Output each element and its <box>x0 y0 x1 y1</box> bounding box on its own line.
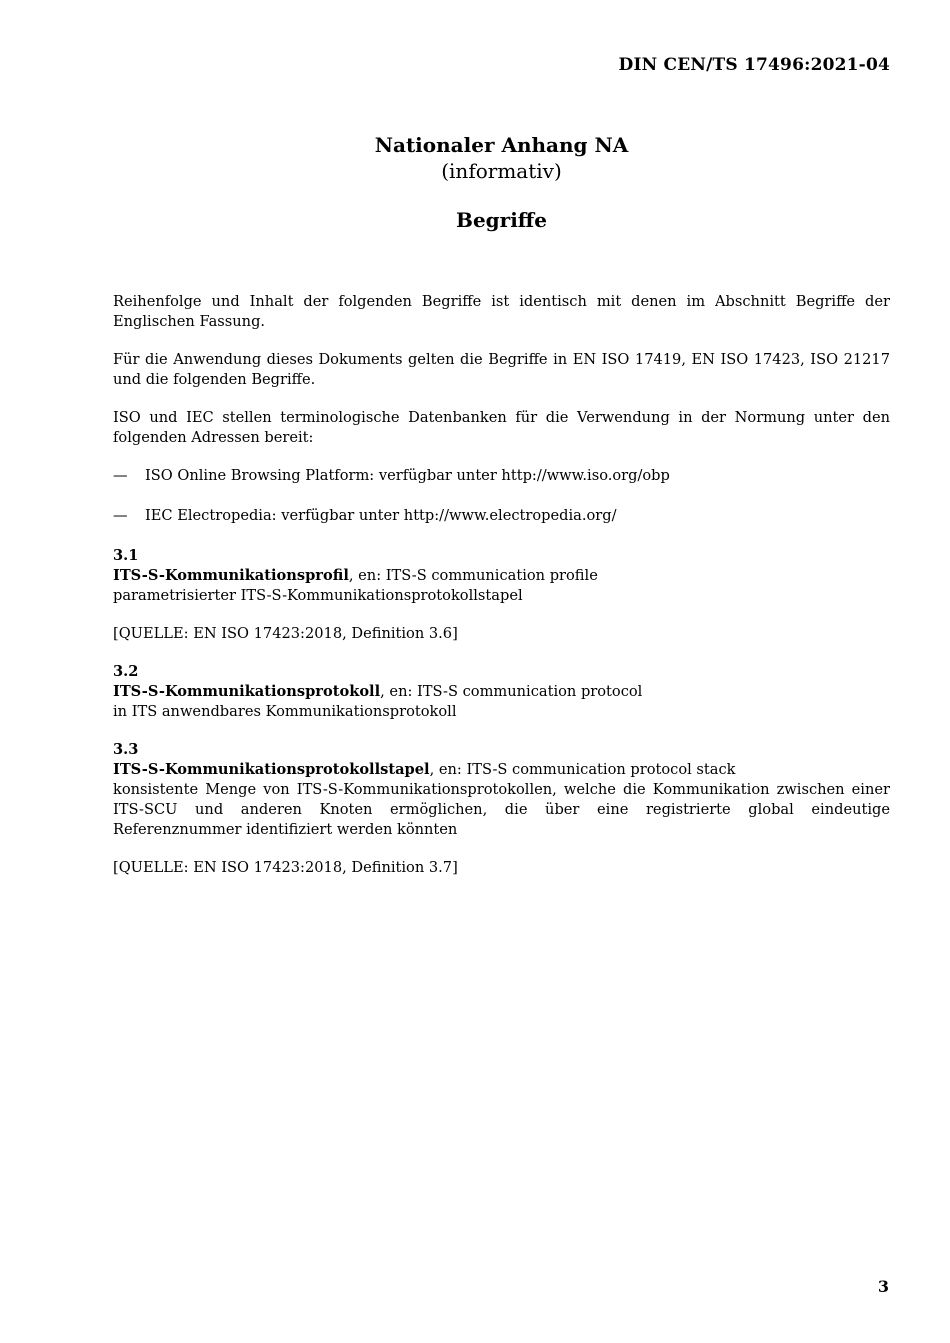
term-name: ITS-S-Kommunikationsprotokollstapel <box>113 761 430 778</box>
term-heading <box>113 760 890 780</box>
term-source: [QUELLE: EN ISO 17423:2018, Definition 3.7] <box>113 859 458 876</box>
term-entry <box>113 662 890 722</box>
list-item-text: ISO Online Browsing Platform: verfügbar unter http://www.iso.org/obp <box>145 467 670 484</box>
annex-type: (informativ) <box>441 159 562 183</box>
term-number: 3.1 <box>113 547 139 564</box>
page-number: 3 <box>877 1277 889 1296</box>
term-number: 3.3 <box>113 741 139 758</box>
intro-paragraph: Für die Anwendung dieses Dokuments gelten die Begriffe in EN ISO 17419, EN ISO 17423, ISO 21217 und die folgenden Begriffe. <box>113 351 890 388</box>
term-heading <box>113 682 890 702</box>
term-number: 3.2 <box>113 663 139 680</box>
list-item <box>113 466 890 486</box>
list-item <box>113 506 890 526</box>
document-body <box>113 292 890 896</box>
term-name: ITS-S-Kommunikationsprotokoll <box>113 683 381 700</box>
term-definition: parametrisierter ITS-S-Kommunikationsprotokollstapel <box>113 587 523 604</box>
annex-title: Nationaler Anhang NA <box>374 133 629 157</box>
term-english: , en: ITS-S communication profile <box>348 567 598 584</box>
section-title: Begriffe <box>456 208 547 232</box>
intro-paragraph: ISO und IEC stellen terminologische Datenbanken für die Verwendung in der Normung unter den folgenden Adressen bereit: <box>113 409 890 446</box>
term-heading <box>113 566 890 586</box>
term-definition: konsistente Menge von ITS-S-Kommunikationsprotokollen, welche die Kommunikation zwischen einer ITS-SCU und anderen Knoten ermöglichen, die über eine registrierte global eindeutige Referenznummer identifiziert werden könnten <box>113 781 890 838</box>
list-item-text: IEC Electropedia: verfügbar unter http://www.electropedia.org/ <box>145 507 617 524</box>
term-entry <box>113 546 890 606</box>
term-english: , en: ITS-S communication protocol <box>380 683 643 700</box>
term-definition: in ITS anwendbares Kommunikationsprotokoll <box>113 703 457 720</box>
intro-paragraph: Reihenfolge und Inhalt der folgenden Begriffe ist identisch mit denen im Abschnitt Begriffe der Englischen Fassung. <box>113 293 890 330</box>
term-source: [QUELLE: EN ISO 17423:2018, Definition 3.6] <box>113 625 458 642</box>
document-identifier: DIN CEN/TS 17496:2021-04 <box>618 55 890 75</box>
term-entry <box>113 740 890 840</box>
term-name: ITS-S-Kommunikationsprofil <box>113 567 349 584</box>
list-dash: — <box>113 467 128 484</box>
term-english: , en: ITS-S communication protocol stack <box>429 761 736 778</box>
list-dash: — <box>113 507 128 524</box>
